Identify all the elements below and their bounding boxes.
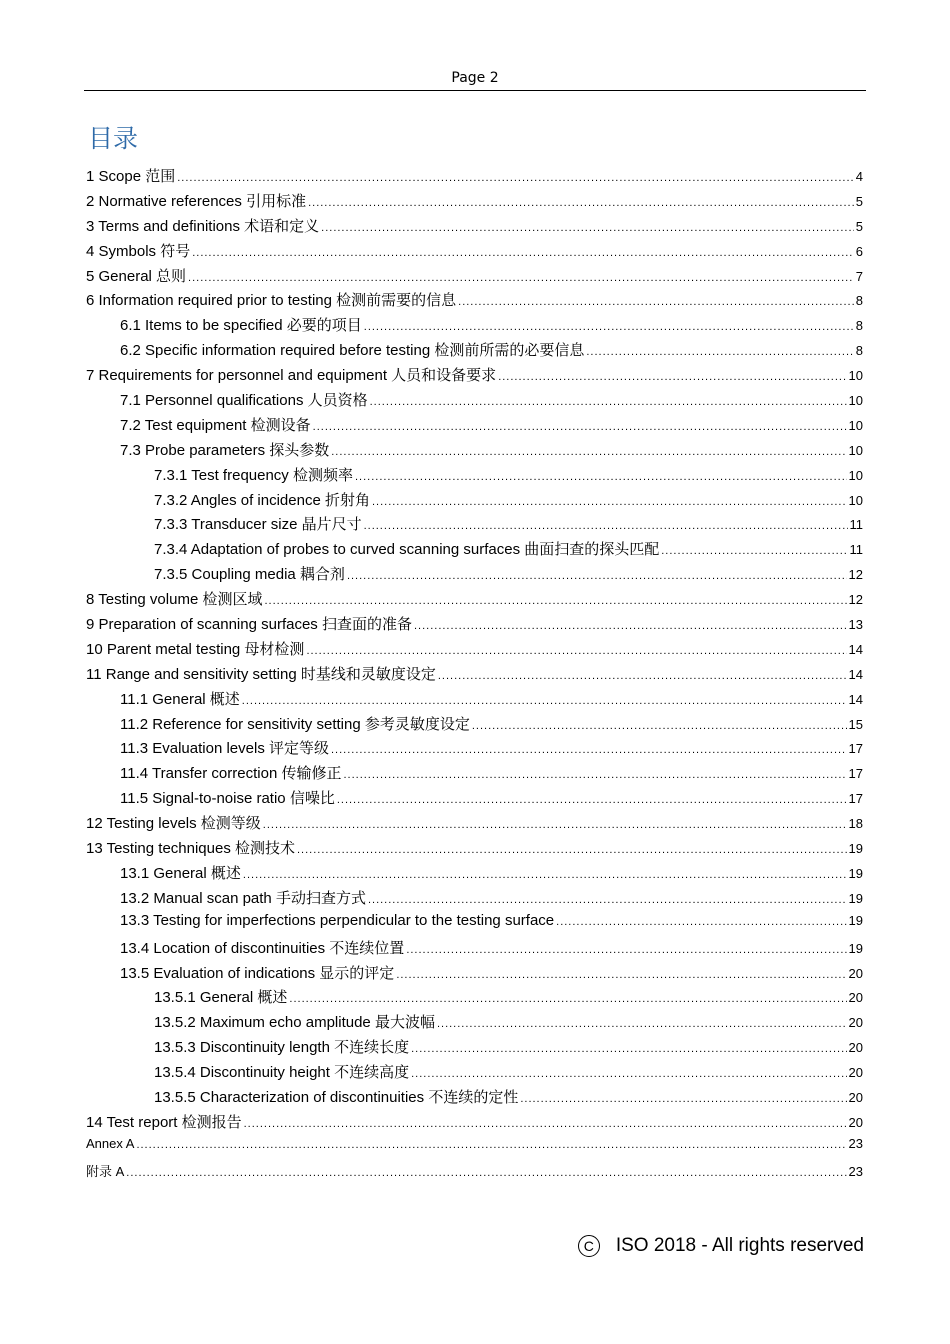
- toc-entry[interactable]: [86, 240, 863, 265]
- toc-dot-leader: [411, 1043, 846, 1055]
- toc-entry-title: 13.1 General 概述: [120, 864, 241, 882]
- toc-entry[interactable]: [86, 215, 863, 240]
- toc-entry-page: 11: [849, 542, 863, 558]
- toc-entry-page: 14: [848, 641, 863, 657]
- toc-entry[interactable]: [86, 165, 863, 190]
- toc-entry-title: 11.2 Reference for sensitivity setting 参考灵敏度设定: [120, 715, 470, 733]
- toc-entry[interactable]: [86, 314, 863, 339]
- toc-entry[interactable]: [86, 464, 863, 489]
- toc-entry-title: 13.4 Location of discontinuities 不连续位置: [120, 939, 405, 957]
- toc-entry[interactable]: [86, 513, 863, 538]
- toc-dot-leader: [364, 321, 854, 333]
- toc-entry-page: 14: [848, 691, 863, 707]
- toc-entry-title: 12 Testing levels 检测等级: [86, 815, 261, 833]
- toc-entry-page: 23: [848, 1163, 863, 1179]
- toc-entry-page: 20: [848, 1114, 863, 1130]
- toc-dot-leader: [472, 720, 847, 732]
- toc-entry-page: 17: [848, 766, 863, 782]
- toc-dot-leader: [337, 794, 847, 806]
- toc-entry[interactable]: [86, 489, 863, 514]
- toc-entry[interactable]: [86, 787, 863, 812]
- toc-entry-page: 11: [849, 517, 863, 533]
- toc-entry[interactable]: [86, 1136, 863, 1161]
- toc-entry-title: 7.3 Probe parameters 探头参数: [120, 441, 330, 459]
- toc-entry-page: 8: [855, 318, 863, 334]
- toc-entry[interactable]: [86, 688, 863, 713]
- toc-entry-title: 7.3.3 Transducer size 晶片尺寸: [154, 516, 362, 534]
- toc-entry[interactable]: [86, 862, 863, 887]
- toc-entry-page: 20: [848, 1089, 863, 1105]
- toc-entry[interactable]: [86, 1086, 863, 1111]
- toc-entry-page: 10: [848, 417, 863, 433]
- toc-entry-title: Annex A: [86, 1135, 135, 1151]
- toc-entry[interactable]: [86, 1111, 863, 1136]
- toc-dot-leader: [370, 396, 847, 408]
- toc-entry-title: 14 Test report 检测报告: [86, 1113, 242, 1131]
- toc-entry-page: 10: [848, 368, 863, 384]
- toc-dot-leader: [306, 645, 846, 657]
- toc-entry-title: 11.1 General 概述: [120, 690, 240, 708]
- toc-entry-page: 18: [848, 816, 863, 832]
- toc-entry-page: 19: [848, 890, 863, 906]
- toc-entry-title: 6.2 Specific information required before testing 检测前所需的必要信息: [120, 342, 585, 360]
- toc-entry[interactable]: [86, 538, 863, 563]
- toc-dot-leader: [372, 496, 847, 508]
- toc-entry-page: 17: [848, 741, 863, 757]
- toc-entry-page: 10: [848, 467, 863, 483]
- toc-dot-leader: [498, 371, 846, 383]
- toc-entry[interactable]: [86, 389, 863, 414]
- toc-entry-page: 10: [848, 492, 863, 508]
- toc-entry[interactable]: [86, 1011, 863, 1036]
- toc-dot-leader: [347, 570, 847, 582]
- toc-entry-page: 19: [848, 865, 863, 881]
- toc-entry-title: 6 Information required prior to testing 检测前需要的信息: [86, 292, 457, 310]
- toc-entry-title: 4 Symbols 符号: [86, 242, 191, 260]
- toc-dot-leader: [556, 916, 846, 928]
- toc-entry-page: 8: [855, 343, 863, 359]
- toc-entry[interactable]: [86, 588, 863, 613]
- toc-entry-title: 10 Parent metal testing 母材检测: [86, 640, 305, 658]
- toc-dot-leader: [364, 520, 848, 532]
- page-header: [84, 66, 866, 91]
- toc-entry-page: 7: [855, 268, 863, 284]
- copyright-footer: [578, 1232, 864, 1260]
- toc-entry-page: 4: [855, 169, 863, 184]
- toc-entry-title: 3 Terms and definitions 术语和定义: [86, 217, 320, 235]
- toc-entry[interactable]: [86, 289, 863, 314]
- toc-entry-title: 2 Normative references 引用标准: [86, 192, 307, 210]
- toc-entry[interactable]: [86, 663, 863, 688]
- toc-entry[interactable]: [86, 812, 863, 837]
- toc-dot-leader: [331, 446, 846, 458]
- toc-entry[interactable]: [86, 190, 863, 215]
- toc-entry[interactable]: [86, 837, 863, 862]
- toc-entry-title: 8 Testing volume 检测区域: [86, 591, 263, 609]
- toc-entry-title: 7.3.4 Adaptation of probes to curved scanning surfaces 曲面扫查的探头匹配: [154, 541, 660, 559]
- toc-entry-page: 20: [848, 1015, 863, 1031]
- toc-dot-leader: [368, 894, 847, 906]
- toc-entry-page: 8: [855, 293, 863, 309]
- toc-dot-leader: [396, 969, 846, 981]
- toc-entry-title: 11.5 Signal-to-noise ratio 信噪比: [120, 790, 335, 808]
- toc-dot-leader: [411, 1068, 846, 1080]
- toc-dot-leader: [406, 944, 846, 956]
- toc-entry[interactable]: [86, 1036, 863, 1061]
- toc-entry-page: 20: [848, 990, 863, 1006]
- toc-entry[interactable]: [86, 439, 863, 464]
- toc-dot-leader: [264, 595, 846, 607]
- toc-entry-title: 6.1 Items to be specified 必要的项目: [120, 317, 362, 335]
- toc-entry[interactable]: [86, 887, 863, 912]
- toc-dot-leader: [343, 769, 846, 781]
- toc-entry-page: 19: [848, 940, 863, 956]
- toc-entry-page: 20: [848, 1065, 863, 1081]
- toc-dot-leader: [297, 844, 847, 856]
- toc-dot-leader: [437, 1018, 847, 1030]
- toc-dot-leader: [289, 993, 846, 1005]
- toc-dot-leader: [188, 272, 854, 284]
- toc-entry-page: 23: [848, 1135, 863, 1151]
- toc-entry[interactable]: [86, 912, 863, 937]
- toc-dot-leader: [192, 247, 854, 259]
- copyright-icon: C: [578, 1235, 600, 1257]
- toc-dot-leader: [661, 545, 847, 557]
- toc-entry[interactable]: [86, 563, 863, 588]
- page-number-label: Page 2: [451, 70, 499, 86]
- table-of-contents: [86, 165, 863, 1186]
- toc-entry[interactable]: [86, 1161, 863, 1186]
- toc-dot-leader: [243, 869, 847, 881]
- toc-entry-title: 7.3.5 Coupling media 耦合剂: [154, 566, 345, 584]
- toc-title: 目录: [88, 124, 139, 153]
- toc-entry-title: 7 Requirements for personnel and equipment 人员和设备要求: [86, 367, 497, 385]
- toc-entry-title: 13.3 Testing for imperfections perpendicular to the testing surface: [120, 911, 555, 929]
- toc-dot-leader: [136, 1139, 846, 1151]
- toc-entry-page: 12: [848, 592, 863, 608]
- toc-entry-title: 7.1 Personnel qualifications 人员资格: [120, 392, 368, 410]
- toc-entry[interactable]: [86, 937, 863, 962]
- toc-entry[interactable]: [86, 339, 863, 364]
- toc-entry-title: 13.2 Manual scan path 手动扫查方式: [120, 889, 366, 907]
- toc-entry-title: 13.5.5 Characterization of discontinuities 不连续的定性: [154, 1088, 519, 1106]
- toc-dot-leader: [126, 1167, 846, 1179]
- toc-entry-page: 20: [848, 1040, 863, 1056]
- toc-entry-title: 1 Scope 范围: [86, 168, 176, 185]
- copyright-text: ISO 2018 - All rights reserved: [615, 1235, 864, 1256]
- toc-entry-page: 10: [848, 393, 863, 409]
- toc-entry[interactable]: [86, 762, 863, 787]
- toc-dot-leader: [331, 744, 847, 756]
- toc-entry-title: 13.5.4 Discontinuity height 不连续高度: [154, 1064, 410, 1082]
- toc-dot-leader: [242, 695, 847, 707]
- toc-dot-leader: [414, 620, 847, 632]
- toc-entry[interactable]: [86, 638, 863, 663]
- toc-entry-title: 11.4 Transfer correction 传输修正: [120, 765, 342, 783]
- toc-dot-leader: [355, 471, 847, 483]
- toc-entry-page: 20: [848, 965, 863, 981]
- toc-entry-title: 11 Range and sensitivity setting 时基线和灵敏度设定: [86, 665, 436, 683]
- toc-entry-page: 5: [855, 218, 863, 234]
- toc-entry-page: 6: [855, 243, 863, 259]
- toc-entry-title: 9 Preparation of scanning surfaces 扫查面的准备: [86, 616, 412, 634]
- toc-entry-title: 5 General 总则: [86, 267, 187, 285]
- toc-entry-page: 10: [848, 442, 863, 458]
- toc-entry[interactable]: [86, 364, 863, 389]
- toc-entry-page: 13: [848, 617, 863, 633]
- toc-entry-title: 13.5.2 Maximum echo amplitude 最大波幅: [154, 1014, 435, 1032]
- toc-entry[interactable]: [86, 962, 863, 987]
- toc-entry-page: 5: [855, 193, 863, 209]
- toc-dot-leader: [458, 296, 854, 308]
- toc-dot-leader: [438, 670, 847, 682]
- toc-dot-leader: [520, 1093, 846, 1105]
- toc-entry-title: 13 Testing techniques 检测技术: [86, 840, 295, 858]
- toc-entry-title: 11.3 Evaluation levels 评定等级: [120, 740, 329, 758]
- toc-dot-leader: [321, 222, 854, 234]
- toc-dot-leader: [263, 819, 847, 831]
- toc-entry[interactable]: [86, 414, 863, 439]
- toc-entry-title: 13.5.1 General 概述: [154, 989, 288, 1007]
- toc-entry-title: 附录 A: [86, 1163, 125, 1179]
- toc-entry[interactable]: [86, 613, 863, 638]
- toc-entry[interactable]: [86, 265, 863, 290]
- toc-entry-title: 7.3.1 Test frequency 检测频率: [154, 466, 353, 484]
- toc-dot-leader: [313, 421, 847, 433]
- toc-dot-leader: [177, 172, 854, 184]
- toc-entry-page: 19: [848, 841, 863, 857]
- toc-entry-title: 13.5 Evaluation of indications 显示的评定: [120, 964, 395, 982]
- toc-entry-page: 17: [848, 791, 863, 807]
- toc-entry-page: 19: [848, 912, 863, 928]
- toc-entry[interactable]: [86, 986, 863, 1011]
- toc-entry-page: 15: [848, 716, 863, 732]
- toc-entry-page: 14: [848, 666, 863, 682]
- toc-entry-page: 12: [848, 567, 863, 583]
- toc-dot-leader: [586, 346, 853, 358]
- toc-dot-leader: [308, 197, 854, 209]
- toc-entry[interactable]: [86, 1061, 863, 1086]
- toc-entry-title: 7.2 Test equipment 检测设备: [120, 416, 311, 434]
- toc-entry-title: 7.3.2 Angles of incidence 折射角: [154, 491, 370, 509]
- toc-dot-leader: [244, 1118, 847, 1130]
- toc-entry-title: 13.5.3 Discontinuity length 不连续长度: [154, 1039, 410, 1057]
- toc-entry[interactable]: [86, 713, 863, 738]
- toc-entry[interactable]: [86, 737, 863, 762]
